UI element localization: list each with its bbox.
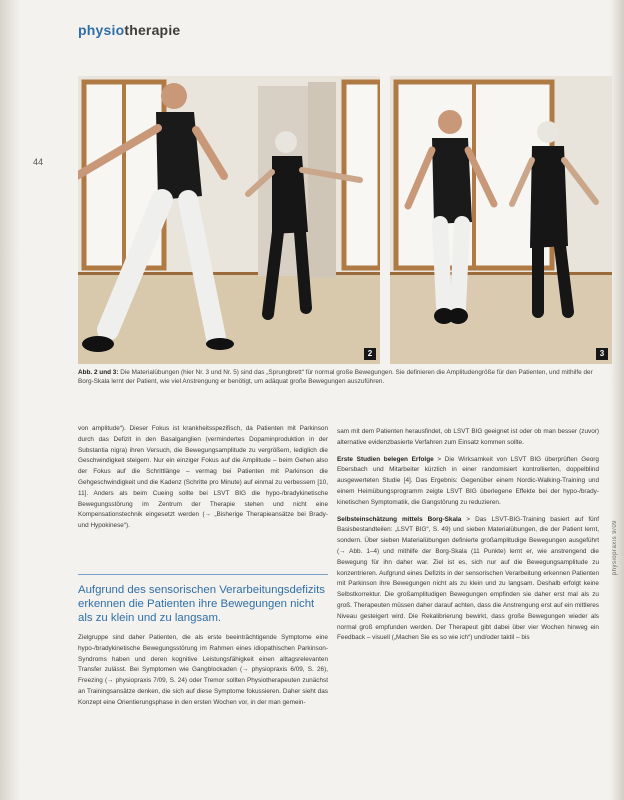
brand-part-1: physio	[78, 22, 125, 38]
article-column-1-top	[78, 424, 328, 538]
photo-exercise-right	[390, 76, 612, 364]
paragraph: Zielgruppe sind daher Patienten, die als erste beeinträchtigende Symptome eine hypo-/bradykinetische Bewegungsstörung im Rahmen eines idiopathischen Parkinson-Syndroms haben und deren kognitive Leistungsfähigkeit einen alltagsrelevanten Transfer zulässt. Bei Symptomen wie Gangblockaden (→ physiopraxis 6/09, S. 26), Freezing (→ physiopraxis 7/09, S. 24) oder Tremor sollten Physiotherapeuten zunächst an Trainingsansätze denken, die sich auf diese Symptome fokussieren. Daher sieht das Konzept eine Orientierungsphase in den ersten Wochen vor, in der man gemein-	[78, 634, 328, 706]
caption-label: Abb. 2 und 3:	[78, 369, 119, 376]
section-heading: Selbsteinschätzung mittels Borg-Skala	[337, 515, 462, 523]
page-edge-shadow	[610, 0, 624, 800]
caption-text: Die Materialübungen (hier Nr. 3 und Nr. 5) sind das „Sprungbrett“ für normal große Bewegungen. Sie definieren die Amplitudengröße für den Patienten, und mithilfe der Borg-Skala lernt der Patient, wie viel Anstrengung er benötigt, um adäquat große Bewegungen auszuführen.	[78, 369, 593, 385]
pull-quote: Aufgrund des sensorischen Verarbeitungsdefizits erkennen die Patienten ihre Bewegungen nicht als zu klein und zu langsam.	[78, 574, 328, 625]
photo-exercise-left	[78, 76, 380, 364]
figure-number-badge: 3	[596, 348, 608, 360]
vertical-margin-text: physiopraxis 9/09	[612, 520, 618, 576]
brand-part-2: therapie	[124, 22, 181, 38]
magazine-section-title	[78, 22, 180, 38]
section-paragraph: Selbsteinschätzung mittels Borg-Skala > Das LSVT-BIG-Training basiert auf fünf Basisbestandteilen: „LSVT BIG“, S. 49) und sieben Materialübungen, die der Patient lernt, sondern. Über sieben Materialübungen definierte großamplitudige Bewegungen ausgeführt (→ Abb. 1–4) und mithilfe der Borg-Skala (11 Punkte) lernt er, wie anstrengend die Bewegung für ihn daher war. Ziel ist es, sich nur auf die Bewegungsamplitude zu konzentrieren. Aufgrund eines Defizits in der sensorischen Verarbeitung erkennen Patienten mit Parkinson ihre Bewegungen nicht als zu klein und zu langsam. Deshalb erfolgt keine Selbstkorrektur. Die großamplitudigen Bewegungen empfinden sie daher erst mal als zu groß. Therapeuten müssen daher darauf achten, dass die Anstrengung erst auf ein mittleres Niveau gesteigert wird. Die Rekalibrierung bewirkt, dass große Bewegungen wieder als normal groß empfunden werden. Der Therapeut gibt dabei über vier Wochen hinweg ein Feedback – visuell („Machen Sie es so wie ich“) und/oder taktil – bis	[337, 515, 599, 642]
page-gutter-shadow	[0, 0, 20, 800]
section-text: Die Wirksamkeit von LSVT BIG überprüften Georg Ebersbach und Mitarbeiter kürzlich in einer randomisiert kontrollierten, doppelblind ausgewerteten Studie [4]. Das Ergebnis: Gegenüber einem Nordic-Walking-Training und einem Heimübungsprogramm zeigte LSVT BIG überlegene Effekte bei der hypo-/brady-kinetischen Symptomatik, die Gangstörung zu reduzieren.	[337, 455, 599, 506]
page-number: 44	[33, 157, 44, 167]
section-text: Das LSVT-BIG-Training basiert auf fünf Basisbestandteilen: „LSVT BIG“, S. 49) und sieben Materialübungen, die der Patient lernt, sondern. Über sieben Materialübungen definierte großamplitudige Bewegungen ausgeführt (→ Abb. 1–4) und mithilfe der Borg-Skala (11 Punkte) lernt er, wie anstrengend die Bewegung für ihn daher war. Ziel ist es, sich nur auf die Bewegungsamplitude zu konzentrieren. Aufgrund eines Defizits in der sensorischen Verarbeitung erkennen Patienten mit Parkinson ihre Bewegungen nicht als zu klein und zu langsam. Deshalb erfolgt keine Selbstkorrektur. Die großamplitudigen Bewegungen empfinden sie daher erst mal als zu groß. Therapeuten müssen daher darauf achten, dass die Anstrengung erst auf ein mittleres Niveau gesteigert wird. Die Rekalibrierung bewirkt, dass große Bewegungen wieder als normal groß empfunden werden. Der Therapeut gibt dabei über vier Wochen hinweg ein Feedback – visuell („Machen Sie es so wie ich“) und/oder taktil – bis	[337, 515, 599, 642]
section-heading: Erste Studien belegen Erfolge	[337, 455, 434, 463]
section-paragraph: Erste Studien belegen Erfolge > Die Wirksamkeit von LSVT BIG überprüften Georg Ebersbach und Mitarbeiter kürzlich in einer randomisiert kontrollierten, doppelblind ausgewerteten Studie [4]. Das Ergebnis: Gegenüber einem Nordic-Walking-Training und einem Heimübungsprogramm zeigte LSVT BIG überlegene Effekte bei der hypo-/brady-kinetischen Symptomatik, die Gangstörung zu reduzieren.	[337, 455, 599, 506]
paragraph: von amplitude“). Dieser Fokus ist krankheitsspezifisch, da Patienten mit Parkinson durch das Defizit in den Basalganglien (vermindertes Dopaminproduktion in der Substantia nigra) ihren Versuch, die Bewegungsamplitude zu vergrößern, lediglich die Geschwindigkeit steigern. Nur ein einziger Fokus auf die Amplitude – beim Gehen also der Fokus auf die Schrittlänge – vermag bei Patienten mit Parkinson die Gehgeschwindigkeit und die Kadenz (Schritte pro Minute) auf einmal zu verbessern [10, 11]. Anders als beim Cueing sollte bei LSVT BIG die hypo-/bradykinetische Bewegungsstörung im Zentrum der Therapie stehen und nicht eine Kompensationstechnik eingesetzt werden (→ „Bisherige Therapieansätze bei Brady- und Hypokinese“).	[78, 425, 328, 530]
paragraph: sam mit dem Patienten herausfindet, ob LSVT BIG geeignet ist oder ob man besser (zuvor) alternative evidenzbasierte Verfahren zum Einsatz kommen sollte.	[337, 428, 599, 446]
figure-number-badge: 2	[364, 348, 376, 360]
figure-caption	[78, 368, 608, 386]
article-column-2	[337, 427, 599, 650]
article-column-1-bottom	[78, 633, 328, 715]
